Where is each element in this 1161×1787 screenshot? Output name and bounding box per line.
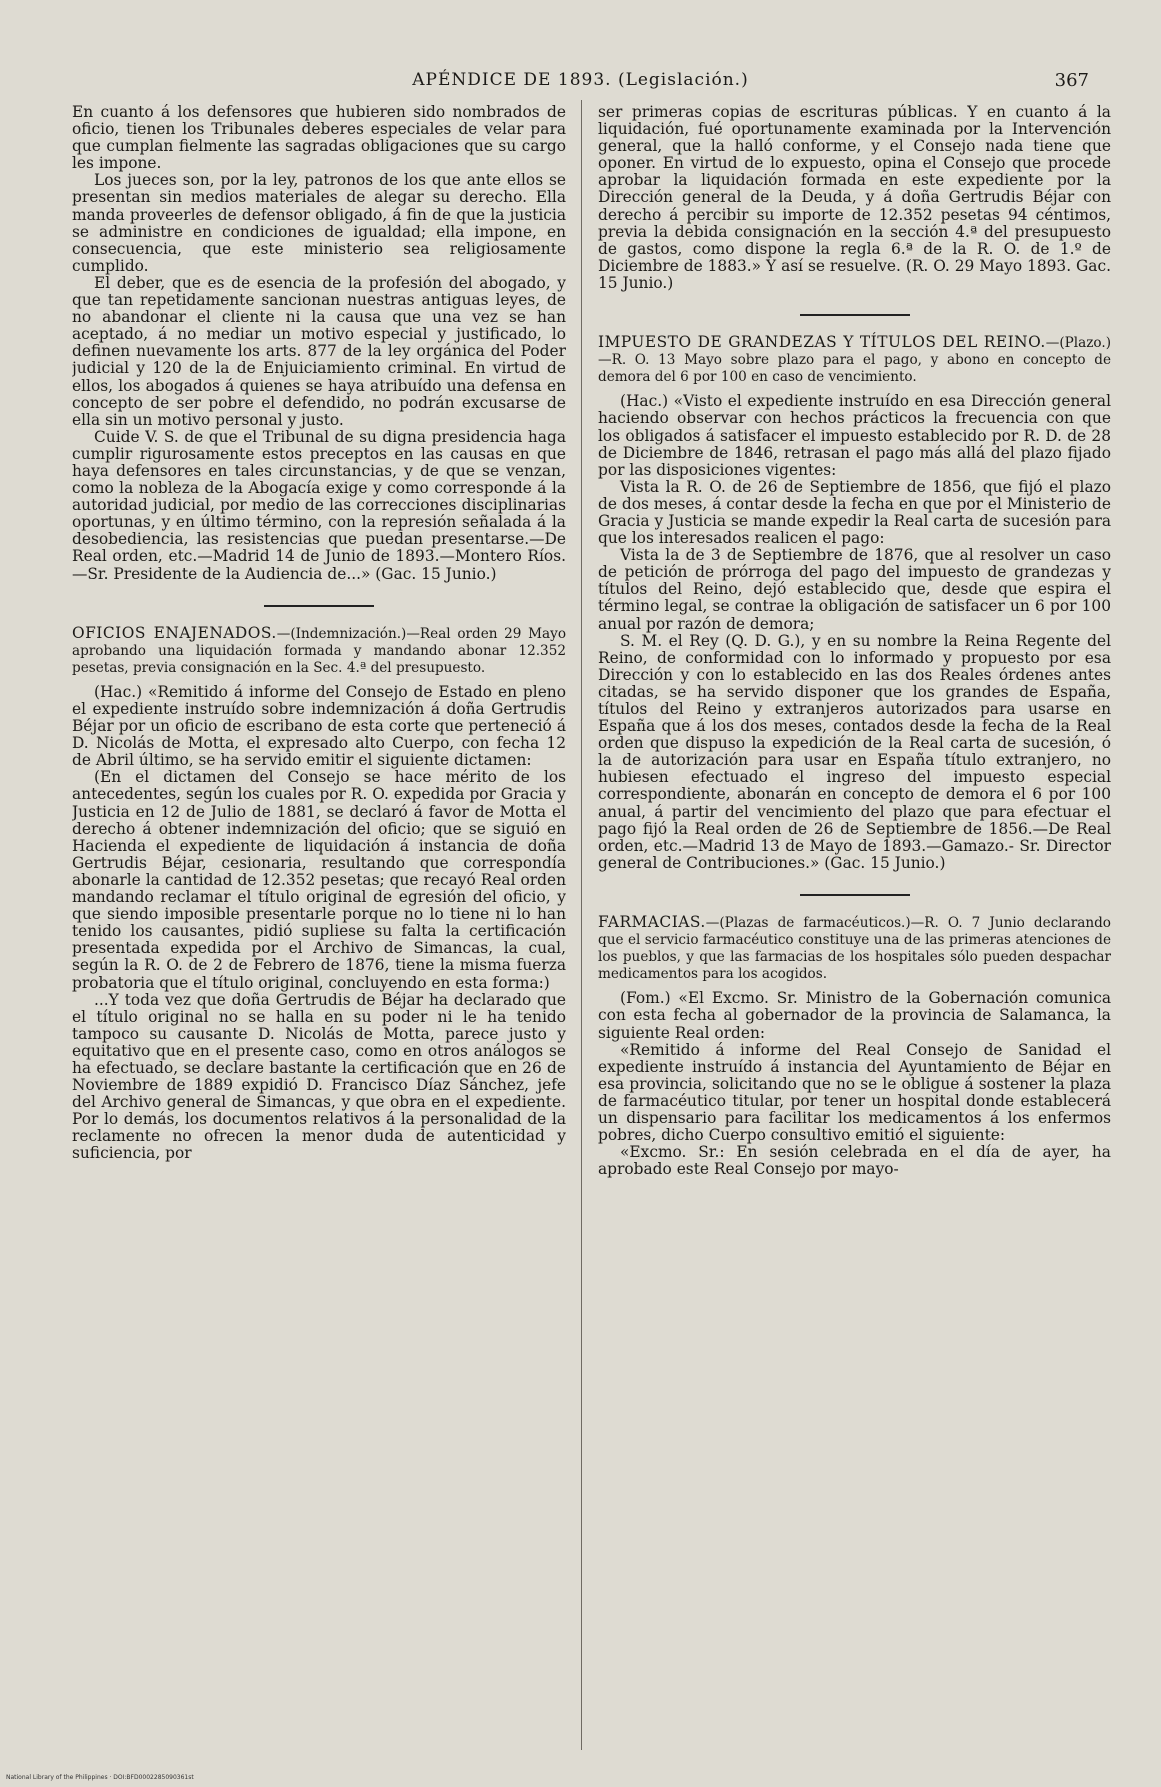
- section-title: FARMACIAS.: [598, 912, 706, 931]
- paragraph: Cuide V. S. de que el Tribunal de su digna presidencia haga cumplir rigurosamente estos preceptos en las causas en que haya defensores en tales circunstancias, y de que se venzan, como la nobleza de la Abogacía exige y como corresponde á la autoridad judicial, por medio de las correcciones disciplinarias oportunas, y en último término, con la represión señalada á la desobediencia, las resistencias que puedan presentarse.—De Real orden, etc.—Madrid 14 de Junio de 1893.—Montero Ríos.—Sr. Presidente de la Audiencia de...» (Gac. 15 Junio.): [72, 427, 566, 583]
- paragraph: ...Y toda vez que doña Gertrudis de Béjar ha declarado que el título original no se halla en su poder ni le ha tenido tampoco su causante D. Nicolás de Motta, parece justo y equitativo que en el presente caso, como en otros análogos se ha efectuado, se declare bastante la certificación que en 26 de Noviembre de 1889 expidió D. Francisco Díaz Sánchez, jefe del Archivo general de Simancas, y que obra en el expediente. Por lo demás, los documentos relativos á la personalidad de la reclamente no ofrecen la menor duda de autenticidad y suficiencia, por: [72, 990, 566, 1163]
- section-heading: [598, 914, 1111, 982]
- section-title: OFICIOS ENAJENADOS.: [72, 623, 277, 642]
- page-number: 367: [1054, 70, 1089, 91]
- section-summary: —(Indemnización.)—Real orden 29 Mayo aprobando una liquidación formada y mandando abonar 12.352 pesetas, previa consignación en la Sec. 4.ª del presupuesto.: [72, 625, 566, 676]
- paragraph: Vista la R. O. de 26 de Septiembre de 1856, que fijó el plazo de dos meses, á contar desde la fecha en que por el Ministerio de Gracia y Justicia se mande expedir la Real carta de sucesión para que los interesados realicen el pago:: [598, 477, 1111, 548]
- paragraph: Los jueces son, por la ley, patronos de los que ante ellos se presentan sin medios materiales de alegar su derecho. Ella manda proveerles de defensor obligado, á fin de que la justicia se administre en condiciones de igualdad; ella impone, en consecuencia, que este ministerio sea religiosamente cumplido.: [72, 171, 566, 275]
- paragraph: «Remitido á informe del Real Consejo de Sanidad el expediente instruído á instancia del Ayuntamiento de Béjar en esa provincia, solicitando que no se le obligue á sostener la plaza de farmacéutico titular, por tener un hospital donde establecerá un dispensario para facilitar los medicamentos á los enfermos pobres, dicho Cuerpo consultivo emitió el siguiente:: [598, 1040, 1111, 1145]
- paragraph: (Hac.) «Remitido á informe del Consejo de Estado en pleno el expediente instruído sobre indemnización á doña Gertrudis Béjar por un oficio de escribano de esta corte que perteneció á D. Nicolás de Motta, el expresado alto Cuerpo, con fecha 12 de Abril último, se ha servido emitir el siguiente dictamen:: [72, 682, 566, 770]
- section-heading: [598, 334, 1111, 385]
- section-title: IMPUESTO DE GRANDEZAS Y TÍTULOS DEL REINO.: [598, 333, 1046, 352]
- paragraph: S. M. el Rey (Q. D. G.), y en su nombre la Reina Regente del Reino, de conformidad con lo informado y propuesto por esa Dirección y con lo establecido en las dos Reales órdenes antes citadas, se ha servido disponer que los grandes de España, títulos del Reino y extranjeros autorizados para usarse en España que á los dos meses, contados desde la fecha de la Real orden que dispuso la expedición de la Real carta de sucesión, ó la de autorización para usar en España título extranjero, no hubiesen efectuado el ingreso del impuesto especial correspondiente, abonarán en concepto de demora el 6 por 100 anual, á partir del vencimiento del plazo que para efectuar el pago fijó la Real orden de 26 de Septiembre de 1856.—De Real orden, etc.—Madrid 13 de Mayo de 1893.—Gamazo.- Sr. Director general de Contribuciones.» (Gac. 15 Junio.): [598, 631, 1111, 872]
- running-title: APÉNDICE DE 1893. (Legislación.): [412, 70, 749, 90]
- paragraph: El deber, que es de esencia de la profesión del abogado, y que tan repetidamente sancionan nuestras antiguas leyes, de no abandonar el cliente ni la causa que una vez se han aceptado, á no mediar un motivo especial y justificado, lo definen nuevamente los arts. 877 de la ley orgánica del Poder judicial y 120 de la de Enjuiciamiento criminal. En virtud de ellos, los abogados á quienes se haya atribuído una defensa en concepto de ser pobre el defendido, no podrán excusarse de ella sin un motivo personal y justo.: [72, 273, 566, 429]
- paragraph: (En el dictamen del Consejo se hace mérito de los antecedentes, según los cuales por R. O. expedida por Gracia y Justicia en 12 de Julio de 1881, se declaró á favor de Motta el derecho á obtener indemnización del oficio; que se siguió en Hacienda el expediente de liquidación á instancia de doña Gertrudis Béjar, cesionaria, resultando que correspondía abonarle la cantidad de 12.352 pesetas; que recayó Real orden mandando reclamar el título original de egresión del oficio, y que siendo imposible presentarle porque no lo tiene ni lo han tenido los causantes, pidió supliese su falta la certificación presentada expedida por el Archivo de Simancas, la cual, según la R. O. de 2 de Febrero de 1876, tiene la misma fuerza probatoria que el título original, concluyendo en esta forma:): [72, 768, 566, 992]
- paragraph: «Excmo. Sr.: En sesión celebrada en el día de ayer, ha aprobado este Real Consejo por mayo-: [598, 1143, 1111, 1179]
- left-column: [72, 104, 566, 1754]
- paragraph: (Hac.) «Visto el expediente instruído en esa Dirección general haciendo observar con hechos prácticos la frecuencia con que los obligados á satisfacer el impuesto establecido por R. D. de 28 de Diciembre de 1846, retrasan el pago más allá del plazo fijado por las disposiciones vigentes:: [598, 392, 1111, 479]
- section-separator: [800, 314, 910, 316]
- section-heading: [72, 625, 566, 676]
- column-divider: [581, 100, 582, 1750]
- section-summary: —(Plazo.)—R. O. 13 Mayo sobre plazo para el pago, y abono en concepto de demora del 6 por 100 en caso de vencimiento.: [598, 335, 1111, 386]
- section-separator: [800, 894, 910, 896]
- paragraph: (Fom.) «El Excmo. Sr. Ministro de la Gobernación comunica con esta fecha al gobernador de la provincia de Salamanca, la siguiente Real orden:: [598, 989, 1111, 1042]
- section-summary: —(Plazas de farmacéuticos.)—R. O. 7 Junio declarando que el servicio farmacéutico constituye una de las primeras atenciones de los pueblos, y que las farmacias de los hospitales sólo pueden despachar medicamentos para los acogidos.: [598, 914, 1111, 983]
- right-column: [598, 104, 1111, 1754]
- paragraph: ser primeras copias de escrituras públicas. Y en cuanto á la liquidación, fué oportunamente examinada por la Intervención general, que la halló conforme, y el Consejo nada tiene que oponer. En virtud de lo expuesto, opina el Consejo que procede aprobar la liquidación formada en este expediente por la Dirección general de la Deuda, y á doña Gertrudis Béjar con derecho á percibir su importe de 12.352 pesetas 94 céntimos, previa la debida consignación en la sección 4.ª del presupuesto de gastos, como dispone la regla 6.ª de la R. O. de 1.º de Diciembre de 1883.» Y así se resuelve. (R. O. 29 Mayo 1893. Gac. 15 Junio.): [598, 104, 1111, 292]
- section-separator: [264, 605, 374, 607]
- scan-watermark: National Library of the Philippines · DOI:BFD0002285090361st: [6, 1774, 194, 1781]
- paragraph: Vista la de 3 de Septiembre de 1876, que al resolver un caso de petición de prórroga del pago del impuesto de grandezas y títulos del Reino, dejó establecido que, desde que espira el término legal, se contrae la obligación de satisfacer un 6 por 100 anual por razón de demora;: [598, 546, 1111, 633]
- page-header: [0, 66, 1161, 96]
- paragraph: En cuanto á los defensores que hubieren sido nombrados de oficio, tienen los Tribunales deberes especiales de velar para que cumplan fielmente las sagradas obligaciones que su cargo les impone.: [72, 104, 566, 173]
